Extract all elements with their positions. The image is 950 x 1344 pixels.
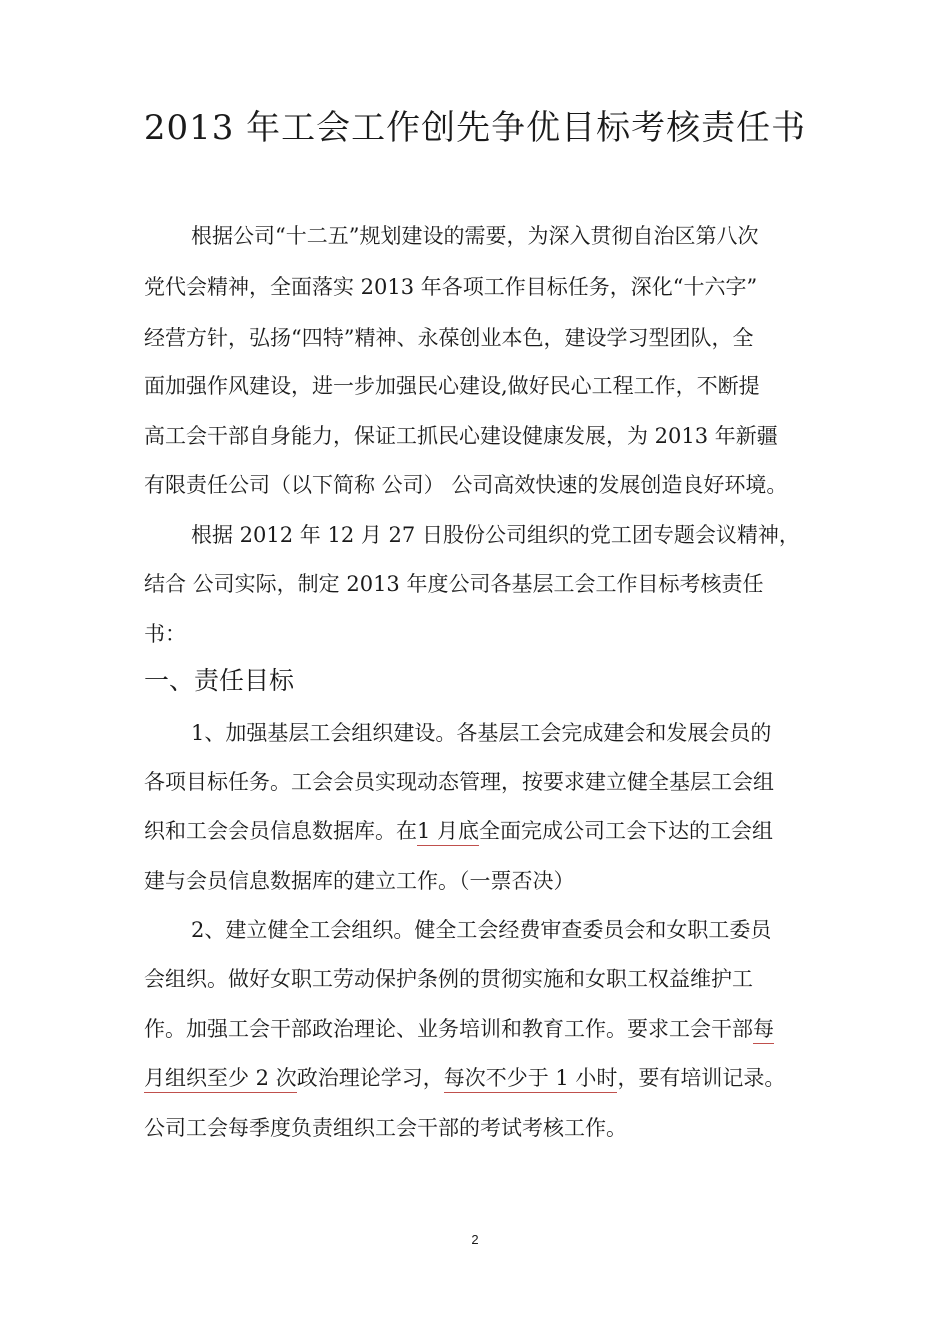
- text-segment: 作。加强工会干部政治理论、业务培训和教育工作。要求工会干部: [144, 1017, 753, 1041]
- paragraph-line: 党代会精神，全面落实 2013 年各项工作目标任务，深化“十六字”: [144, 275, 758, 299]
- paragraph-line: 根据 2012 年 12 月 27 日股份公司组织的党工团专题会议精神，: [191, 523, 800, 547]
- document-title: 2013 年工会工作创先争优目标考核责任书: [143, 108, 807, 148]
- text-segment: 织和工会会员信息数据库。在: [144, 819, 417, 843]
- paragraph-line: 公司工会每季度负责组织工会干部的考试考核工作。: [144, 1116, 627, 1140]
- paragraph-line: 1、加强基层工会组织建设。各基层工会完成建会和发展会员的: [191, 721, 772, 745]
- paragraph-line: 有限责任公司（以下简称 公司） 公司高效快速的发展创造良好环境。: [144, 473, 788, 497]
- paragraph-line: 各项目标任务。工会会员实现动态管理，按要求建立健全基层工会组: [144, 770, 774, 794]
- paragraph-line: [144, 1012, 824, 1046]
- paragraph-line: 面加强作风建设，进一步加强民心建设,做好民心工程工作，不断提: [144, 374, 760, 398]
- paragraph-line: [144, 1061, 824, 1095]
- page-number: 2: [471, 1232, 479, 1247]
- paragraph-line: 建与会员信息数据库的建立工作。（一票否决）: [144, 869, 575, 893]
- paragraph-line: 结合 公司实际，制定 2013 年度公司各基层工会工作目标考核责任: [144, 572, 764, 596]
- section-heading: 一、责任目标: [144, 666, 295, 695]
- text-segment: ，要有培训记录。: [617, 1066, 786, 1090]
- underlined-text: 每: [753, 1017, 774, 1044]
- paragraph-line: [144, 814, 824, 848]
- paragraph-line: 高工会干部自身能力，保证工抓民心建设健康发展，为 2013 年新疆: [144, 424, 778, 448]
- paragraph-line: 根据公司“十二五”规划建设的需要，为深入贯彻自治区第八次: [191, 224, 759, 248]
- paragraph-line: 会组织。做好女职工劳动保护条例的贯彻实施和女职工权益维护工: [144, 967, 753, 991]
- underlined-text: 1 月底: [417, 819, 479, 846]
- paragraph-line: 2、建立健全工会组织。健全工会经费审查委员会和女职工委员: [191, 918, 772, 942]
- underlined-text: 月组织至少 2 次: [144, 1066, 297, 1093]
- paragraph-line: 书：: [144, 622, 186, 646]
- underlined-text: 每次不少于 1 小时: [444, 1066, 618, 1093]
- text-segment: 政治理论学习，: [296, 1066, 444, 1090]
- text-segment: 全面完成公司工会下达的工会组: [479, 819, 774, 843]
- paragraph-line: 经营方针，弘扬“四特”精神、永葆创业本色，建设学习型团队，全: [144, 326, 754, 350]
